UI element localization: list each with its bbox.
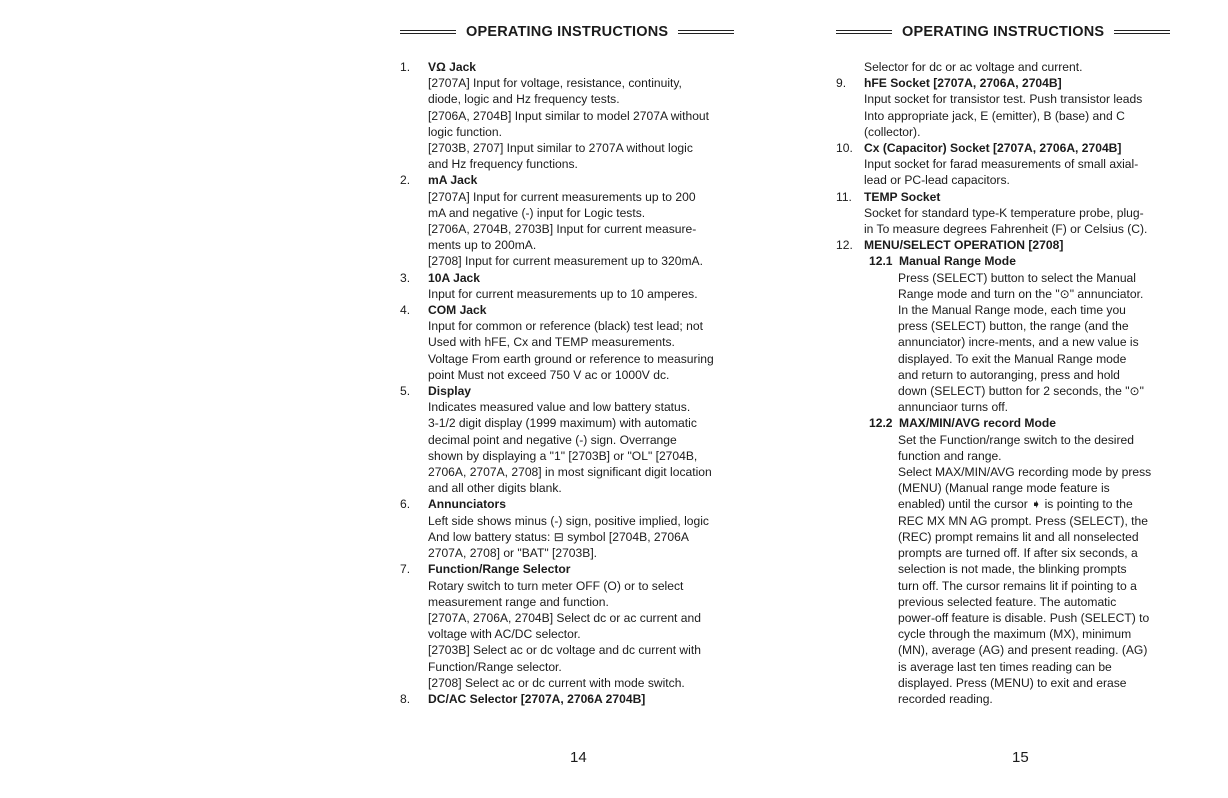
- item-text-line: Socket for standard type-K temperature probe, plug-: [864, 205, 1144, 220]
- item-heading: mA Jack: [428, 173, 478, 188]
- item-text-line: [2706A, 2704B, 2703B] Input for current measure-: [428, 222, 697, 237]
- sub-item-text-line: enabled) until the cursor ➧ is pointing to the: [898, 497, 1133, 512]
- sub-item-number: 12.1: [869, 254, 893, 269]
- item-heading: Display: [428, 384, 472, 399]
- item-text-line: voltage with AC/DC selector.: [428, 627, 581, 642]
- item-text-line: Input socket for transistor test. Push transistor leads: [864, 92, 1143, 107]
- item-heading: Cx (Capacitor) Socket [2707A, 2706A, 2704B]: [864, 141, 1122, 156]
- sub-item-text-line: (MENU) (Manual range mode feature is: [898, 481, 1110, 496]
- item-text-line: Voltage From earth ground or reference to measuring: [428, 351, 714, 366]
- item-number: 10.: [836, 141, 853, 156]
- item-text-line: decimal point and negative (-) sign. Overrange: [428, 432, 677, 447]
- instruction-list: [836, 59, 1208, 707]
- sub-item-title: Manual Range Mode: [899, 254, 1016, 269]
- item-text-line: logic function.: [428, 124, 502, 139]
- sub-item-text-line: REC MX MN AG prompt. Press (SELECT), the: [898, 513, 1148, 528]
- item-text-line: Left side shows minus (-) sign, positive implied, logic: [428, 513, 709, 528]
- list-item: [400, 59, 772, 172]
- sub-item-text-line: previous selected feature. The automatic: [898, 594, 1117, 609]
- sub-item-text-line: power-off feature is disable. Push (SELECT) to: [898, 610, 1150, 625]
- sub-item-text-line: function and range.: [898, 448, 1002, 463]
- item-text-line: [2703B] Select ac or dc voltage and dc current with: [428, 643, 701, 658]
- item-text-line: 2707A, 2708] or "BAT" [2703B].: [428, 546, 598, 561]
- sub-item-text-line: selection is not made, the blinking prompts: [898, 562, 1127, 577]
- item-text-line: Used with hFE, Cx and TEMP measurements.: [428, 335, 675, 350]
- item-number: 8.: [400, 691, 411, 706]
- list-item: [836, 237, 1208, 253]
- list-item: [836, 75, 1208, 140]
- item-text-line: [2706A, 2704B] Input similar to model 2707A without: [428, 108, 710, 123]
- page-header: [400, 22, 734, 42]
- sub-item-text-line: In the Manual Range mode, each time you: [898, 303, 1126, 318]
- continuation-text: Selector for dc or ac voltage and current.: [864, 60, 1083, 74]
- right-page: [836, 0, 1206, 798]
- list-item: [836, 140, 1208, 189]
- page-title: OPERATING INSTRUCTIONS: [466, 24, 669, 40]
- sub-item-title: MAX/MIN/AVG record Mode: [899, 416, 1057, 431]
- page-number: 15: [1012, 749, 1029, 766]
- header-rule-left: [400, 30, 456, 34]
- header-rule-right: [678, 30, 734, 34]
- sub-item-text-line: (REC) prompt remains lit and all nonselected: [898, 529, 1139, 544]
- sub-item-text-line: recorded reading.: [898, 691, 993, 706]
- sub-item: [836, 415, 1208, 707]
- page-header: [836, 22, 1170, 42]
- item-text-line: 2706A, 2707A, 2708] in most significant digit location: [428, 465, 712, 480]
- item-text-line: ments up to 200mA.: [428, 238, 537, 253]
- item-number: 1.: [400, 60, 411, 74]
- item-heading: COM Jack: [428, 303, 487, 318]
- sub-item-number: 12.2: [869, 416, 893, 431]
- item-text-line: Indicates measured value and low battery status.: [428, 400, 691, 415]
- item-text-line: [2708] Input for current measurement up to 320mA.: [428, 254, 703, 269]
- sub-item-text-line: displayed. To exit the Manual Range mode: [898, 351, 1127, 366]
- item-text-line: [2707A] Input for voltage, resistance, continuity,: [428, 76, 682, 91]
- item-text-line: diode, logic and Hz frequency tests.: [428, 92, 620, 107]
- item-text-line: measurement range and function.: [428, 594, 609, 609]
- item-heading: TEMP Socket: [864, 189, 941, 204]
- sub-item-text-line: Range mode and turn on the "⊙" annunciator.: [898, 286, 1144, 301]
- sub-item-text-line: annunciator) incre-ments, and a new value is: [898, 335, 1139, 350]
- sub-item-text-line: down (SELECT) button for 2 seconds, the "⊙": [898, 384, 1144, 399]
- item-heading: Annunciators: [428, 497, 506, 512]
- sub-item: [836, 253, 1208, 415]
- item-text-line: lead or PC-lead capacitors.: [864, 173, 1010, 188]
- item-number: 6.: [400, 497, 411, 512]
- item-heading: Function/Range Selector: [428, 562, 571, 577]
- sub-item-heading: [869, 415, 1208, 431]
- item-heading: MENU/SELECT OPERATION [2708]: [864, 238, 1064, 253]
- sub-item-heading: [869, 253, 1208, 269]
- sub-item-text-line: (MN), average (AG) and present reading. (AG): [898, 643, 1148, 658]
- item-text-line: (collector).: [864, 124, 921, 139]
- item-text-line: [2708] Select ac or dc current with mode switch.: [428, 675, 685, 690]
- item-number: 2.: [400, 173, 411, 188]
- list-item: [400, 691, 772, 707]
- item-heading: DC/AC Selector [2707A, 2706A 2704B]: [428, 691, 646, 706]
- item-text-line: Input socket for farad measurements of small axial-: [864, 157, 1139, 172]
- list-item: [400, 270, 772, 302]
- list-item: [400, 302, 772, 383]
- item-text-line: Input for current measurements up to 10 amperes.: [428, 286, 698, 301]
- sub-item-text-line: and return to autoranging, press and hold: [898, 367, 1120, 382]
- item-text-line: Input for common or reference (black) test lead; not: [428, 319, 703, 334]
- item-heading: VΩ Jack: [428, 60, 477, 74]
- item-text-line: and all other digits blank.: [428, 481, 562, 496]
- page-number: 14: [570, 749, 587, 766]
- sub-item-text-line: cycle through the maximum (MX), minimum: [898, 627, 1132, 642]
- item-text-line: point Must not exceed 750 V ac or 1000V dc.: [428, 367, 670, 382]
- item-text-line: shown by displaying a "1" [2703B] or "OL" [2704B,: [428, 448, 698, 463]
- sub-item-text-line: Select MAX/MIN/AVG recording mode by press: [898, 465, 1152, 480]
- sub-item-text-line: Set the Function/range switch to the desired: [898, 432, 1134, 447]
- item-heading: hFE Socket [2707A, 2706A, 2704B]: [864, 76, 1062, 91]
- item-number: 11.: [836, 189, 852, 204]
- sub-item-text-line: press (SELECT) button, the range (and the: [898, 319, 1129, 334]
- sub-item-text-line: displayed. Press (MENU) to exit and erase: [898, 675, 1127, 690]
- left-page: [400, 0, 770, 798]
- header-rule-right: [1114, 30, 1170, 34]
- item-text-line: and Hz frequency functions.: [428, 157, 578, 172]
- item-heading: 10A Jack: [428, 270, 481, 285]
- list-item: [400, 496, 772, 561]
- item-text-line: And low battery status: ⊟ symbol [2704B, 2706A: [428, 529, 689, 544]
- item-number: 5.: [400, 384, 411, 399]
- item-number: 9.: [836, 76, 847, 91]
- sub-item-text-line: annunciaor turns off.: [898, 400, 1009, 415]
- item-text-line: Function/Range selector.: [428, 659, 562, 674]
- list-item: [400, 172, 772, 269]
- item-text-line: 3-1/2 digit display (1999 maximum) with automatic: [428, 416, 697, 431]
- item-text-line: Rotary switch to turn meter OFF (O) or to select: [428, 578, 684, 593]
- instruction-list: [400, 59, 772, 707]
- list-item: [836, 189, 1208, 238]
- item-number: 4.: [400, 303, 411, 318]
- item-text-line: mA and negative (-) input for Logic tests.: [428, 205, 646, 220]
- list-item: [400, 383, 772, 496]
- list-item: [400, 561, 772, 691]
- sub-item-text-line: is average last ten times reading can be: [898, 659, 1112, 674]
- item-number: 3.: [400, 270, 411, 285]
- sub-item-text-line: Press (SELECT) button to select the Manual: [898, 270, 1136, 285]
- header-rule-left: [836, 30, 892, 34]
- sub-item-text-line: prompts are turned off. If after six seconds, a: [898, 546, 1138, 561]
- item-text-line: Into appropriate jack, E (emitter), B (base) and C: [864, 108, 1125, 123]
- item-number: 12.: [836, 238, 853, 253]
- item-text-line: [2707A] Input for current measurements up to 200: [428, 189, 696, 204]
- item-text-line: [2703B, 2707] Input similar to 2707A without logic: [428, 141, 693, 156]
- item-text-line: in To measure degrees Fahrenheit (F) or Celsius (C).: [864, 222, 1148, 237]
- item-text-line: [2707A, 2706A, 2704B] Select dc or ac current and: [428, 610, 701, 625]
- sub-item-text-line: turn off. The cursor remains lit if pointing to a: [898, 578, 1137, 593]
- page-title: OPERATING INSTRUCTIONS: [902, 24, 1105, 40]
- item-number: 7.: [400, 562, 411, 577]
